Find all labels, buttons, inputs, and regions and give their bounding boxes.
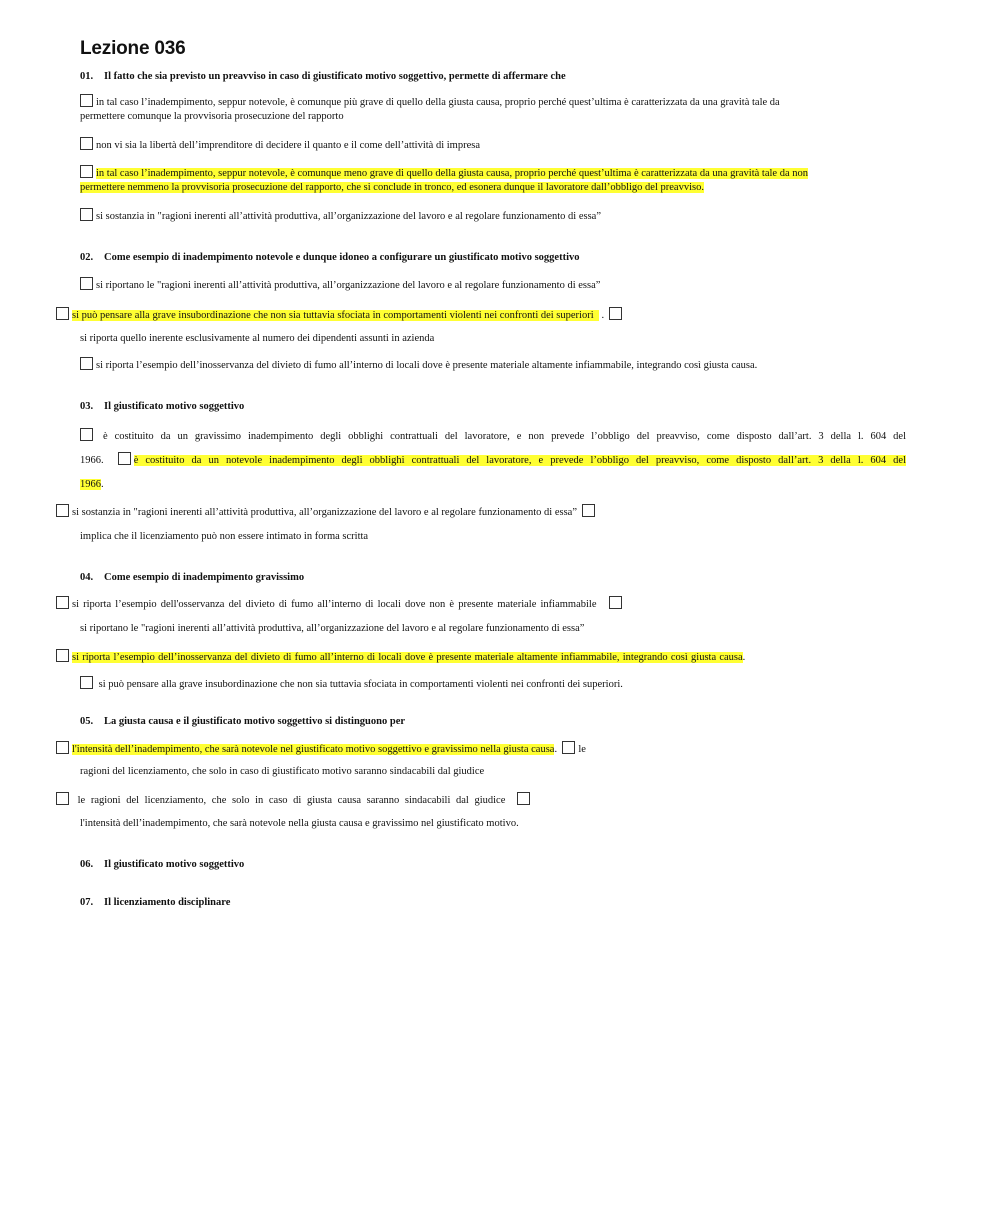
- checkbox[interactable]: [56, 792, 69, 805]
- question-text: Come esempio di inadempimento gravissimo: [104, 572, 305, 583]
- checkbox[interactable]: [609, 307, 622, 320]
- question-07: [80, 897, 230, 908]
- question-text: Il giustificato motivo soggettivo: [104, 859, 245, 870]
- question-06: [80, 859, 244, 870]
- question-text: Il giustificato motivo soggettivo: [104, 401, 245, 412]
- question-number: 07.: [80, 897, 94, 908]
- highlighted-answer: si riporta l’esempio dell’inosservanza del divieto di fumo all’interno di locali dove è presente materiale altamente infiammabile, integrando così giusta causa: [72, 652, 743, 663]
- question-02: [80, 252, 580, 263]
- checkbox[interactable]: [56, 596, 69, 609]
- q1-option-c: [80, 165, 910, 195]
- question-text: Come esempio di inadempimento notevole e dunque idoneo a configurare un giustificato motivo soggettivo: [104, 252, 580, 263]
- question-05: [80, 716, 405, 727]
- checkbox[interactable]: [80, 277, 93, 290]
- checkbox[interactable]: [56, 504, 69, 517]
- q2-option-a: si riportano le "ragioni inerenti all’attività produttiva, all’organizzazione del lavoro e al regolare funzionamento di essa”: [80, 277, 600, 293]
- question-text: Il licenziamento disciplinare: [104, 897, 231, 908]
- question-number: 04.: [80, 572, 94, 583]
- checkbox[interactable]: [609, 596, 622, 609]
- checkbox[interactable]: [56, 741, 69, 754]
- checkbox[interactable]: [80, 94, 93, 107]
- checkbox[interactable]: [80, 208, 93, 221]
- q4-option-b: si riportano le "ragioni inerenti all’attività produttiva, all’organizzazione del lavoro e al regolare funzionamento di essa”: [80, 623, 585, 634]
- q3-option-d: implica che il licenziamento può non essere intimato in forma scritta: [80, 531, 369, 542]
- question-number: 05.: [80, 716, 94, 727]
- highlighted-answer: l'intensità dell’inadempimento, che sarà notevole nel giustificato motivo soggettivo e gravissimo nella giusta causa: [72, 744, 555, 755]
- checkbox[interactable]: [80, 357, 93, 370]
- highlighted-answer: permettere nemmeno la provvisoria prosecuzione del rapporto, che si conclude in tronco, ed esonera dunque il lavoratore dall’obbligo del preavviso.: [80, 182, 704, 193]
- checkbox[interactable]: [56, 307, 69, 320]
- question-text: Il fatto che sia previsto un preavviso in caso di giustificato motivo soggettivo, permette di affermare che: [104, 71, 566, 82]
- question-number: 03.: [80, 401, 94, 412]
- q1-option-d: si sostanzia in "ragioni inerenti all’attività produttiva, all’organizzazione del lavoro e al regolare funzionamento di essa”: [80, 208, 601, 224]
- q3-option-c: si sostanzia in "ragioni inerenti all’attività produttiva, all’organizzazione del lavoro e al regolare funzionamento di essa”: [56, 504, 598, 520]
- checkbox[interactable]: [80, 165, 93, 178]
- checkbox[interactable]: [118, 452, 131, 465]
- checkbox[interactable]: [517, 792, 530, 805]
- q5-option-a: l'intensità dell’inadempimento, che sarà notevole nel giustificato motivo soggettivo e gravissimo nella giusta causa. le: [56, 741, 586, 757]
- q4-option-c: si riporta l’esempio dell’inosservanza del divieto di fumo all’interno di locali dove è presente materiale altamente infiammabile, integrando così giusta causa.: [56, 649, 745, 665]
- highlighted-answer: è costituito da un notevole inadempimento degli obblighi contrattuali del lavoratore, e prevede l’obbligo del preavviso, come disposto dall’art. 3 della l. 604 del: [133, 455, 907, 466]
- checkbox[interactable]: [562, 741, 575, 754]
- question-01: [80, 71, 566, 82]
- q5-option-c: le ragioni del licenziamento, che solo in caso di giusta causa saranno sindacabili dal giudice: [56, 792, 533, 808]
- highlighted-answer: in tal caso l’inadempimento, seppur notevole, è comunque meno grave di quello della giusta causa, proprio perché quest’ultima è caratterizzata da una gravità tale da non: [96, 168, 808, 179]
- q5-option-b: ragioni del licenziamento, che solo in caso di giustificato motivo saranno sindacabili dal giudice: [80, 766, 485, 777]
- question-number: 01.: [80, 71, 94, 82]
- checkbox[interactable]: [80, 676, 93, 689]
- checkbox[interactable]: [80, 428, 93, 441]
- page-title: Lezione 036: [80, 38, 186, 59]
- q2-option-d: si riporta l’esempio dell’inosservanza del divieto di fumo all’interno di locali dove è presente materiale altamente infiammabile, integrando così giusta causa.: [80, 357, 757, 373]
- checkbox[interactable]: [56, 649, 69, 662]
- q2-option-b: si può pensare alla grave insubordinazione che non sia tuttavia sfociata in comportamenti violenti nei confronti dei superiori .: [56, 307, 625, 323]
- q5-option-d: l'intensità dell’inadempimento, che sarà notevole nella giusta causa e gravissimo nel giustificato motivo.: [80, 818, 519, 829]
- highlighted-answer: si può pensare alla grave insubordinazione che non sia tuttavia sfociata in comportamenti violenti nei confronti dei superiori: [72, 310, 594, 321]
- q3-option-a: è costituito da un gravissimo inadempimento degli obblighi contrattuali del lavoratore, e non prevede l’obbligo del preavviso, come disposto dall’art. 3 della l. 604 del 1966. è costituito da un notevole inadempimento degli obblighi contrattuali del lavoratore, e prevede l’obbligo del preavviso, come disposto dall’art. 3 della l. 604 del 1966.: [80, 425, 906, 497]
- q4-option-a: si riporta l’esempio dell'osservanza del divieto di fumo all’interno di locali dove non è presente materiale infiammabile: [56, 596, 625, 612]
- question-03: [80, 401, 244, 412]
- highlighted-answer: 1966: [80, 479, 101, 490]
- question-number: 06.: [80, 859, 94, 870]
- question-number: 02.: [80, 252, 94, 263]
- checkbox[interactable]: [80, 137, 93, 150]
- q2-option-c: si riporta quello inerente esclusivamente al numero dei dipendenti assunti in azienda: [80, 333, 435, 344]
- q4-option-d: si può pensare alla grave insubordinazione che non sia tuttavia sfociata in comportamenti violenti nei confronti dei superiori.: [80, 676, 623, 692]
- checkbox[interactable]: [582, 504, 595, 517]
- q1-option-b: non vi sia la libertà dell’imprenditore di decidere il quanto e il come dell’attività di impresa: [80, 137, 480, 153]
- q1-option-a: in tal caso l’inadempimento, seppur notevole, è comunque più grave di quello della giusta causa, proprio perché quest’ultima è caratterizzata da una gravità tale da permettere comunque la provvisoria prosecuzione del rapporto: [80, 94, 910, 124]
- question-04: [80, 572, 304, 583]
- question-text: La giusta causa e il giustificato motivo soggettivo si distinguono per: [104, 716, 406, 727]
